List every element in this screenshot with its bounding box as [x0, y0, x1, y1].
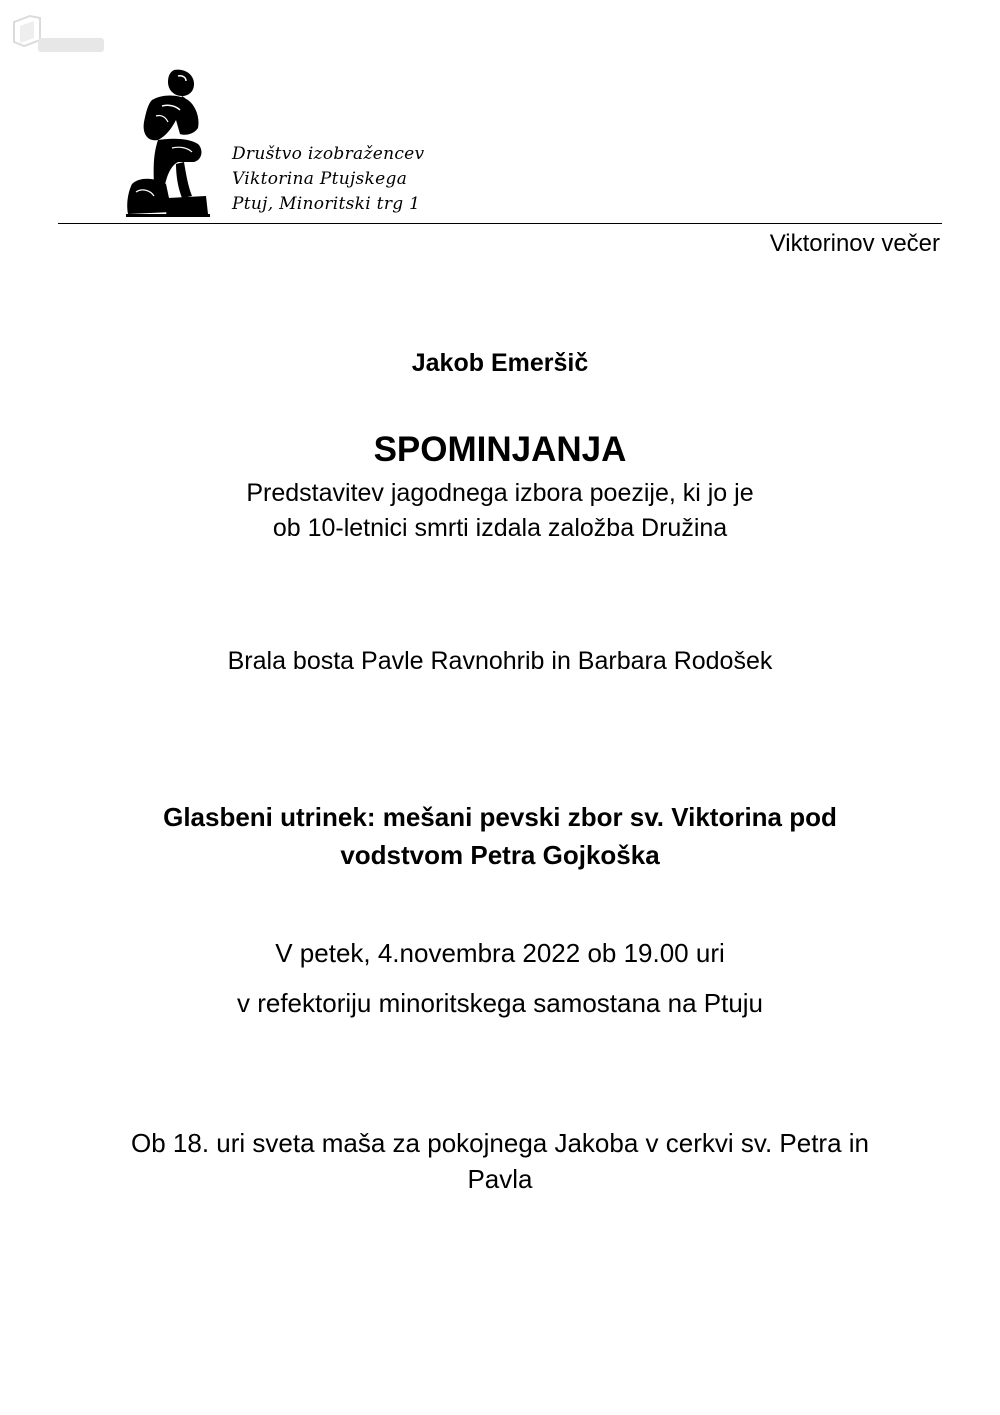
- organization-address-line: Ptuj, Minoritski trg 1: [232, 194, 421, 214]
- mass-line: Pavla: [467, 1164, 533, 1194]
- music-line: vodstvom Petra Gojkoška: [340, 840, 660, 870]
- music-line: Glasbeni utrinek: mešani pevski zbor sv. Viktorina pod: [163, 802, 837, 832]
- music-interlude: [40, 798, 960, 874]
- thinker-statue-icon: [122, 66, 212, 218]
- readers-text: Brala bosta Pavle Ravnohrib in Barbara Rodošek: [227, 647, 773, 675]
- author-name: Jakob Emeršič: [411, 349, 589, 377]
- organization-name: Društvo izobražencev: [232, 144, 425, 164]
- event-title: SPOMINJANJA: [373, 430, 627, 469]
- header-divider: [58, 223, 942, 224]
- mass-line: Ob 18. uri sveta maša za pokojnega Jakoba v cerkvi sv. Petra in: [131, 1128, 869, 1158]
- subtitle-line: ob 10-letnici smrti izdala založba Družina: [272, 514, 728, 542]
- kamra-watermark-icon: [10, 12, 110, 60]
- mass-notice: [40, 1125, 960, 1197]
- event-datetime: V petek, 4.novembra 2022 ob 19.00 uri: [275, 938, 725, 968]
- organization-address: [232, 142, 424, 217]
- event-subtitle: [40, 476, 960, 546]
- organization-name-line-2: Viktorina Ptujskega: [232, 169, 408, 189]
- event-venue: v refektoriju minoritskega samostana na Ptuju: [236, 988, 764, 1018]
- series-title: Viktorinov večer: [769, 230, 940, 257]
- subtitle-line: Predstavitev jagodnega izbora poezije, ki jo je: [246, 479, 754, 507]
